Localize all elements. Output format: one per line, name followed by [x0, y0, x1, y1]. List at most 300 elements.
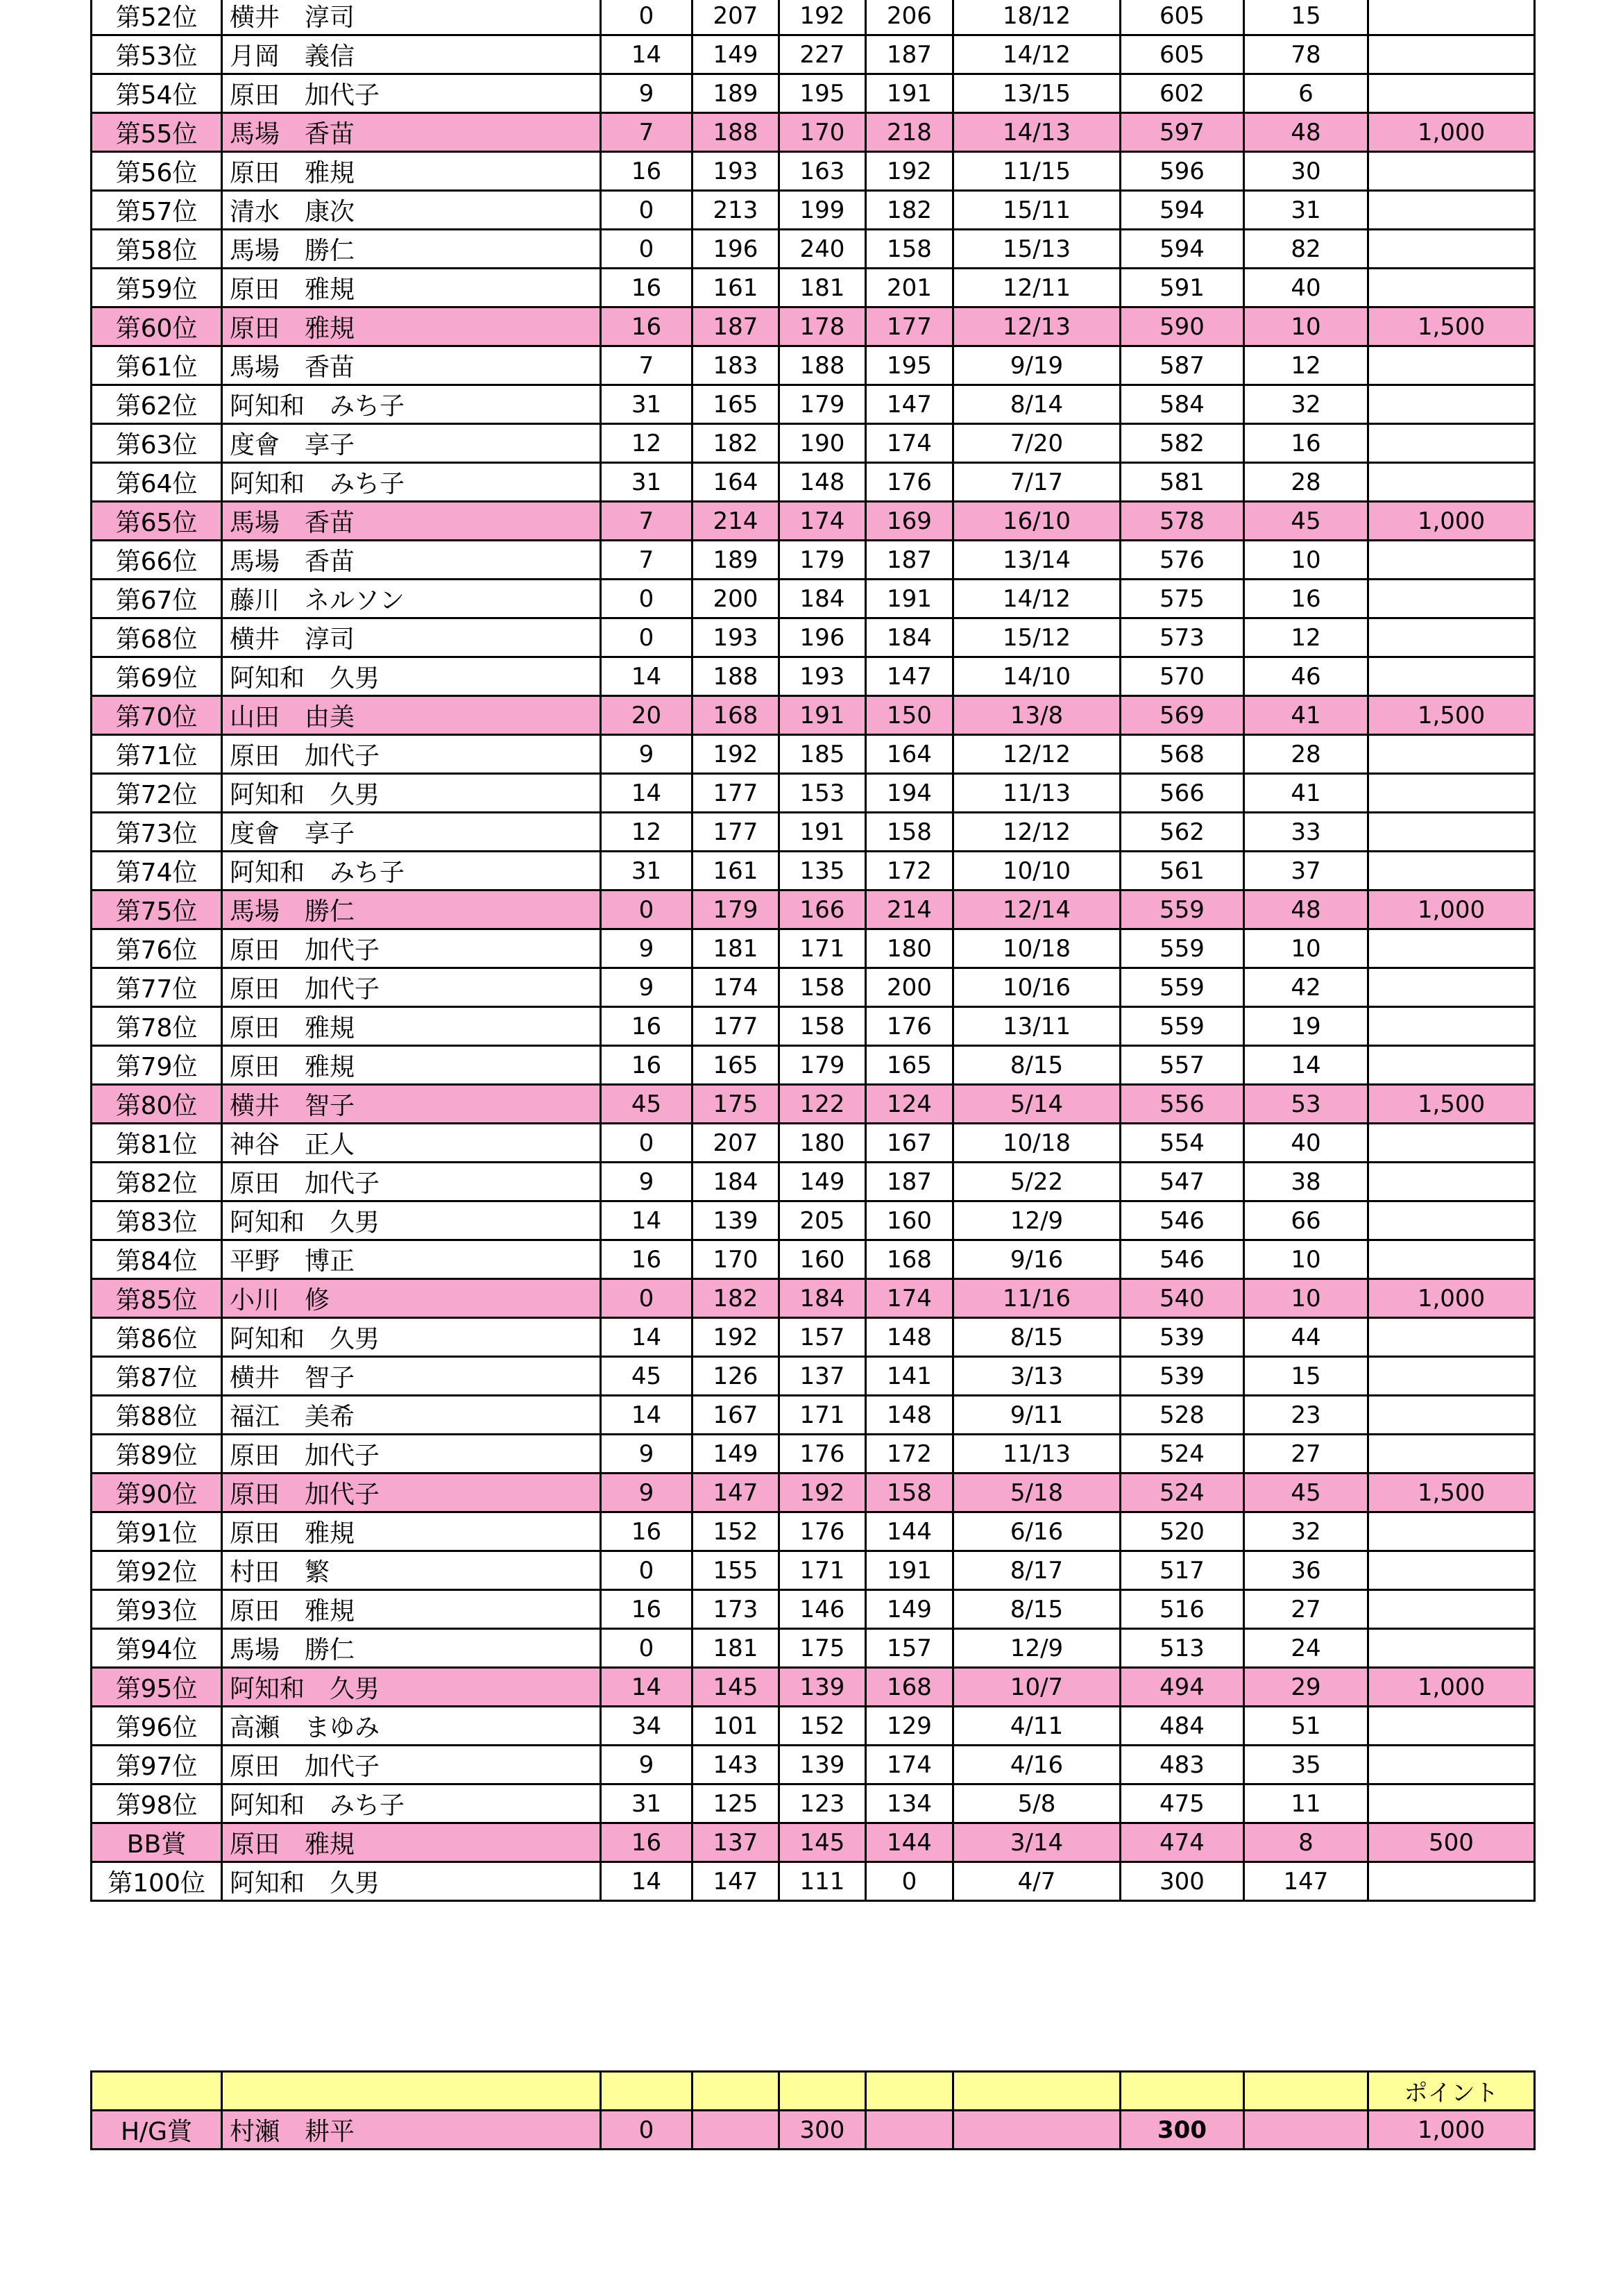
- rank-cell: 第65位: [92, 502, 222, 541]
- total-cell: 554: [1121, 1124, 1244, 1163]
- diff-cell: 53: [1244, 1085, 1368, 1124]
- total-cell: 483: [1121, 1746, 1244, 1784]
- table-row: [92, 774, 1535, 813]
- hdcp-cell: 9: [601, 1435, 692, 1474]
- total-cell: 562: [1121, 813, 1244, 852]
- hdcp-cell: 16: [601, 1823, 692, 1862]
- game1-cell: 145: [692, 1668, 779, 1707]
- total-cell: 605: [1121, 0, 1244, 35]
- rank-cell: 第97位: [92, 1746, 222, 1784]
- game1-cell: 125: [692, 1784, 779, 1823]
- name-cell: 小川 修: [222, 1279, 601, 1318]
- ratio-cell: 15/12: [953, 618, 1121, 657]
- game2-cell: 193: [779, 657, 866, 696]
- prize-cell: [1368, 735, 1535, 774]
- ratio-cell: 5/8: [953, 1784, 1121, 1823]
- name-cell: 横井 淳司: [222, 618, 601, 657]
- game2-cell: 148: [779, 463, 866, 502]
- header-cell: [692, 2072, 779, 2111]
- total-cell: 581: [1121, 463, 1244, 502]
- hdcp-cell: 12: [601, 813, 692, 852]
- rank-cell: 第66位: [92, 541, 222, 580]
- game1-cell: 167: [692, 1396, 779, 1435]
- diff-cell: 10: [1244, 1279, 1368, 1318]
- total-cell: 566: [1121, 774, 1244, 813]
- game3-cell: 177: [866, 307, 953, 346]
- game2-cell: 152: [779, 1707, 866, 1746]
- name-cell: 馬場 香苗: [222, 502, 601, 541]
- game3-cell: 182: [866, 191, 953, 230]
- ratio-cell: 10/10: [953, 852, 1121, 890]
- name-cell: 横井 智子: [222, 1085, 601, 1124]
- name-cell: 山田 由美: [222, 696, 601, 735]
- table-row: [92, 1007, 1535, 1046]
- name-cell: 阿知和 みち子: [222, 463, 601, 502]
- game3-cell: 147: [866, 657, 953, 696]
- prize-cell: [1368, 269, 1535, 307]
- game2-cell: 205: [779, 1201, 866, 1240]
- name-cell: 度會 享子: [222, 813, 601, 852]
- diff-cell: 38: [1244, 1163, 1368, 1201]
- name-cell: 原田 加代子: [222, 1746, 601, 1784]
- hg-total: 300: [1121, 2111, 1244, 2150]
- game2-cell: 158: [779, 1007, 866, 1046]
- table-row: [92, 1551, 1535, 1590]
- game1-cell: 189: [692, 541, 779, 580]
- game1-cell: 188: [692, 113, 779, 152]
- total-cell: 594: [1121, 230, 1244, 269]
- ratio-cell: 14/10: [953, 657, 1121, 696]
- name-cell: 原田 加代子: [222, 1435, 601, 1474]
- diff-cell: 41: [1244, 774, 1368, 813]
- diff-cell: 40: [1244, 269, 1368, 307]
- diff-cell: 23: [1244, 1396, 1368, 1435]
- ratio-cell: 7/17: [953, 463, 1121, 502]
- prize-cell: [1368, 618, 1535, 657]
- hdcp-cell: 16: [601, 1240, 692, 1279]
- prize-cell: 1,500: [1368, 307, 1535, 346]
- diff-cell: 46: [1244, 657, 1368, 696]
- diff-cell: 44: [1244, 1318, 1368, 1357]
- ratio-cell: 12/12: [953, 735, 1121, 774]
- game3-cell: 168: [866, 1240, 953, 1279]
- prize-cell: [1368, 152, 1535, 191]
- game3-cell: 200: [866, 968, 953, 1007]
- diff-cell: 42: [1244, 968, 1368, 1007]
- game2-cell: 157: [779, 1318, 866, 1357]
- table-row: [92, 230, 1535, 269]
- ratio-cell: 15/13: [953, 230, 1121, 269]
- total-cell: 557: [1121, 1046, 1244, 1085]
- ratio-cell: 12/14: [953, 890, 1121, 929]
- table-row: [92, 813, 1535, 852]
- prize-cell: 1,000: [1368, 890, 1535, 929]
- name-cell: 原田 雅規: [222, 1007, 601, 1046]
- game2-cell: 185: [779, 735, 866, 774]
- table-row: [92, 1163, 1535, 1201]
- diff-cell: 48: [1244, 890, 1368, 929]
- prize-cell: 1,000: [1368, 1279, 1535, 1318]
- name-cell: 村田 繁: [222, 1551, 601, 1590]
- hdcp-cell: 14: [601, 1668, 692, 1707]
- highlighted-table-row: [92, 1279, 1535, 1318]
- ratio-cell: 12/9: [953, 1629, 1121, 1668]
- hdcp-cell: 14: [601, 1318, 692, 1357]
- ratio-cell: 6/16: [953, 1512, 1121, 1551]
- total-cell: 576: [1121, 541, 1244, 580]
- prize-cell: [1368, 191, 1535, 230]
- game2-cell: 145: [779, 1823, 866, 1862]
- game1-cell: 147: [692, 1474, 779, 1512]
- diff-cell: 24: [1244, 1629, 1368, 1668]
- hdcp-cell: 9: [601, 1163, 692, 1201]
- game3-cell: 174: [866, 1746, 953, 1784]
- header-cell: [92, 2072, 222, 2111]
- rank-cell: 第61位: [92, 346, 222, 385]
- prize-cell: 1,500: [1368, 1085, 1535, 1124]
- diff-cell: 147: [1244, 1862, 1368, 1901]
- game3-cell: 172: [866, 852, 953, 890]
- hg-game1: [692, 2111, 779, 2150]
- rank-cell: 第72位: [92, 774, 222, 813]
- total-cell: 559: [1121, 968, 1244, 1007]
- name-cell: 神谷 正人: [222, 1124, 601, 1163]
- header-cell: [779, 2072, 866, 2111]
- rank-cell: 第84位: [92, 1240, 222, 1279]
- game1-cell: 182: [692, 1279, 779, 1318]
- game3-cell: 169: [866, 502, 953, 541]
- total-cell: 584: [1121, 385, 1244, 424]
- game2-cell: 137: [779, 1357, 866, 1396]
- rank-cell: 第85位: [92, 1279, 222, 1318]
- game2-cell: 166: [779, 890, 866, 929]
- prize-cell: [1368, 230, 1535, 269]
- table-row: [92, 424, 1535, 463]
- header-cell: [601, 2072, 692, 2111]
- ratio-cell: 13/14: [953, 541, 1121, 580]
- diff-cell: 11: [1244, 1784, 1368, 1823]
- diff-cell: 66: [1244, 1201, 1368, 1240]
- name-cell: 馬場 香苗: [222, 113, 601, 152]
- ratio-cell: 9/19: [953, 346, 1121, 385]
- hdcp-cell: 16: [601, 1590, 692, 1629]
- hg-hdcp: 0: [601, 2111, 692, 2150]
- rank-cell: 第53位: [92, 35, 222, 74]
- name-cell: 原田 雅規: [222, 269, 601, 307]
- rank-cell: 第54位: [92, 74, 222, 113]
- table-row: [92, 541, 1535, 580]
- prize-cell: [1368, 580, 1535, 618]
- prize-cell: [1368, 1746, 1535, 1784]
- hdcp-cell: 16: [601, 269, 692, 307]
- rank-cell: 第93位: [92, 1590, 222, 1629]
- prize-cell: 1,500: [1368, 696, 1535, 735]
- ratio-cell: 8/15: [953, 1046, 1121, 1085]
- game2-cell: 192: [779, 0, 866, 35]
- game3-cell: 195: [866, 346, 953, 385]
- game1-cell: 213: [692, 191, 779, 230]
- total-cell: 561: [1121, 852, 1244, 890]
- rank-cell: 第57位: [92, 191, 222, 230]
- hdcp-cell: 0: [601, 618, 692, 657]
- game1-cell: 175: [692, 1085, 779, 1124]
- prize-cell: 500: [1368, 1823, 1535, 1862]
- game2-cell: 199: [779, 191, 866, 230]
- rank-cell: 第75位: [92, 890, 222, 929]
- header-cell: [866, 2072, 953, 2111]
- ranking-table: [90, 0, 1536, 1902]
- hg-game2: 300: [779, 2111, 866, 2150]
- hdcp-cell: 0: [601, 1279, 692, 1318]
- prize-cell: [1368, 74, 1535, 113]
- game2-cell: 181: [779, 269, 866, 307]
- ratio-cell: 12/13: [953, 307, 1121, 346]
- ratio-cell: 11/16: [953, 1279, 1121, 1318]
- hdcp-cell: 31: [601, 1784, 692, 1823]
- diff-cell: 45: [1244, 1474, 1368, 1512]
- hdcp-cell: 16: [601, 1007, 692, 1046]
- game3-cell: 164: [866, 735, 953, 774]
- table-row: [92, 1357, 1535, 1396]
- game2-cell: 171: [779, 1551, 866, 1590]
- ratio-cell: 10/18: [953, 929, 1121, 968]
- game3-cell: 206: [866, 0, 953, 35]
- ratio-cell: 3/13: [953, 1357, 1121, 1396]
- game1-cell: 164: [692, 463, 779, 502]
- game3-cell: 187: [866, 541, 953, 580]
- rank-cell: 第94位: [92, 1629, 222, 1668]
- rank-cell: 第69位: [92, 657, 222, 696]
- rank-cell: 第70位: [92, 696, 222, 735]
- name-cell: 原田 雅規: [222, 1823, 601, 1862]
- diff-cell: 36: [1244, 1551, 1368, 1590]
- game2-cell: 171: [779, 1396, 866, 1435]
- game2-cell: 176: [779, 1512, 866, 1551]
- diff-cell: 32: [1244, 1512, 1368, 1551]
- game2-cell: 163: [779, 152, 866, 191]
- game3-cell: 158: [866, 1474, 953, 1512]
- table-row: [92, 968, 1535, 1007]
- diff-cell: 30: [1244, 152, 1368, 191]
- total-cell: 575: [1121, 580, 1244, 618]
- hdcp-cell: 9: [601, 74, 692, 113]
- header-cell: [222, 2072, 601, 2111]
- hdcp-cell: 31: [601, 463, 692, 502]
- prize-cell: 1,500: [1368, 1474, 1535, 1512]
- game2-cell: 170: [779, 113, 866, 152]
- name-cell: 度會 享子: [222, 424, 601, 463]
- name-cell: 原田 雅規: [222, 1046, 601, 1085]
- name-cell: 高瀬 まゆみ: [222, 1707, 601, 1746]
- hdcp-cell: 14: [601, 774, 692, 813]
- prize-cell: [1368, 1435, 1535, 1474]
- game3-cell: 201: [866, 269, 953, 307]
- game3-cell: 174: [866, 1279, 953, 1318]
- table-row: [92, 269, 1535, 307]
- game1-cell: 137: [692, 1823, 779, 1862]
- header-cell: [1121, 2072, 1244, 2111]
- game2-cell: 178: [779, 307, 866, 346]
- game2-cell: 135: [779, 852, 866, 890]
- hdcp-cell: 9: [601, 735, 692, 774]
- table-row: [92, 1707, 1535, 1746]
- rank-cell: 第59位: [92, 269, 222, 307]
- diff-cell: 41: [1244, 696, 1368, 735]
- diff-cell: 31: [1244, 191, 1368, 230]
- game1-cell: 181: [692, 929, 779, 968]
- game1-cell: 165: [692, 385, 779, 424]
- table-row: [92, 35, 1535, 74]
- game1-cell: 200: [692, 580, 779, 618]
- hdcp-cell: 16: [601, 1046, 692, 1085]
- ratio-cell: 4/11: [953, 1707, 1121, 1746]
- hdcp-cell: 0: [601, 580, 692, 618]
- game1-cell: 101: [692, 1707, 779, 1746]
- diff-cell: 8: [1244, 1823, 1368, 1862]
- table-row: [92, 657, 1535, 696]
- prize-cell: [1368, 929, 1535, 968]
- name-cell: 阿知和 久男: [222, 1201, 601, 1240]
- prize-cell: [1368, 774, 1535, 813]
- table-row: [92, 618, 1535, 657]
- rank-cell: 第62位: [92, 385, 222, 424]
- total-cell: 582: [1121, 424, 1244, 463]
- game2-cell: 191: [779, 696, 866, 735]
- rank-cell: 第83位: [92, 1201, 222, 1240]
- game1-cell: 192: [692, 735, 779, 774]
- ratio-cell: 10/18: [953, 1124, 1121, 1163]
- name-cell: 阿知和 久男: [222, 774, 601, 813]
- rank-cell: 第90位: [92, 1474, 222, 1512]
- game3-cell: 214: [866, 890, 953, 929]
- prize-cell: [1368, 968, 1535, 1007]
- prize-cell: [1368, 657, 1535, 696]
- table-row: [92, 1318, 1535, 1357]
- name-cell: 馬場 勝仁: [222, 230, 601, 269]
- hg-award-row: [92, 2111, 1535, 2150]
- total-cell: 590: [1121, 307, 1244, 346]
- table-row: [92, 463, 1535, 502]
- table-row: [92, 929, 1535, 968]
- rank-cell: 第68位: [92, 618, 222, 657]
- game1-cell: 193: [692, 152, 779, 191]
- prize-cell: [1368, 385, 1535, 424]
- prize-cell: 1,000: [1368, 502, 1535, 541]
- diff-cell: 10: [1244, 307, 1368, 346]
- table-row: [92, 1124, 1535, 1163]
- hdcp-cell: 0: [601, 890, 692, 929]
- hg-prize: 1,000: [1368, 2111, 1535, 2150]
- diff-cell: 82: [1244, 230, 1368, 269]
- summary-header-row: [92, 2072, 1535, 2111]
- ratio-cell: 4/16: [953, 1746, 1121, 1784]
- game3-cell: 150: [866, 696, 953, 735]
- total-cell: 605: [1121, 35, 1244, 74]
- rank-cell: 第60位: [92, 307, 222, 346]
- game3-cell: 174: [866, 424, 953, 463]
- name-cell: 平野 博正: [222, 1240, 601, 1279]
- game3-cell: 191: [866, 1551, 953, 1590]
- game1-cell: 182: [692, 424, 779, 463]
- game1-cell: 149: [692, 35, 779, 74]
- prize-cell: [1368, 1318, 1535, 1357]
- hg-award-table: [90, 2070, 1536, 2150]
- ratio-cell: 3/14: [953, 1823, 1121, 1862]
- name-cell: 原田 加代子: [222, 735, 601, 774]
- ratio-cell: 16/10: [953, 502, 1121, 541]
- total-cell: 556: [1121, 1085, 1244, 1124]
- game1-cell: 152: [692, 1512, 779, 1551]
- hg-rank: H/G賞: [92, 2111, 222, 2150]
- prize-cell: [1368, 1784, 1535, 1823]
- ratio-cell: 14/12: [953, 580, 1121, 618]
- rank-cell: 第96位: [92, 1707, 222, 1746]
- ratio-cell: 9/11: [953, 1396, 1121, 1435]
- table-row: [92, 346, 1535, 385]
- prize-cell: [1368, 1201, 1535, 1240]
- rank-cell: 第82位: [92, 1163, 222, 1201]
- name-cell: 原田 雅規: [222, 307, 601, 346]
- game2-cell: 174: [779, 502, 866, 541]
- game2-cell: 123: [779, 1784, 866, 1823]
- hdcp-cell: 14: [601, 1862, 692, 1901]
- total-cell: 300: [1121, 1862, 1244, 1901]
- name-cell: 阿知和 久男: [222, 1318, 601, 1357]
- total-cell: 596: [1121, 152, 1244, 191]
- game1-cell: 181: [692, 1629, 779, 1668]
- prize-cell: 1,000: [1368, 1668, 1535, 1707]
- rank-cell: 第81位: [92, 1124, 222, 1163]
- hdcp-cell: 7: [601, 346, 692, 385]
- rank-cell: 第58位: [92, 230, 222, 269]
- prize-cell: [1368, 424, 1535, 463]
- total-cell: 520: [1121, 1512, 1244, 1551]
- total-cell: 587: [1121, 346, 1244, 385]
- total-cell: 570: [1121, 657, 1244, 696]
- rank-cell: 第52位: [92, 0, 222, 35]
- rank-cell: 第56位: [92, 152, 222, 191]
- name-cell: 原田 加代子: [222, 1163, 601, 1201]
- game2-cell: 179: [779, 1046, 866, 1085]
- diff-cell: 51: [1244, 1707, 1368, 1746]
- total-cell: 528: [1121, 1396, 1244, 1435]
- game1-cell: 214: [692, 502, 779, 541]
- game1-cell: 207: [692, 1124, 779, 1163]
- rank-cell: 第77位: [92, 968, 222, 1007]
- game3-cell: 191: [866, 74, 953, 113]
- table-row: [92, 1746, 1535, 1784]
- diff-cell: 16: [1244, 424, 1368, 463]
- hdcp-cell: 9: [601, 968, 692, 1007]
- total-cell: 559: [1121, 929, 1244, 968]
- prize-cell: [1368, 0, 1535, 35]
- rank-cell: 第89位: [92, 1435, 222, 1474]
- game3-cell: 194: [866, 774, 953, 813]
- rank-cell: 第80位: [92, 1085, 222, 1124]
- total-cell: 546: [1121, 1201, 1244, 1240]
- hdcp-cell: 34: [601, 1707, 692, 1746]
- game1-cell: 139: [692, 1201, 779, 1240]
- game2-cell: 179: [779, 385, 866, 424]
- rank-cell: 第78位: [92, 1007, 222, 1046]
- table-row: [92, 1435, 1535, 1474]
- game3-cell: 0: [866, 1862, 953, 1901]
- game2-cell: 176: [779, 1435, 866, 1474]
- highlighted-table-row: [92, 1823, 1535, 1862]
- game1-cell: 155: [692, 1551, 779, 1590]
- game1-cell: 174: [692, 968, 779, 1007]
- diff-cell: 27: [1244, 1435, 1368, 1474]
